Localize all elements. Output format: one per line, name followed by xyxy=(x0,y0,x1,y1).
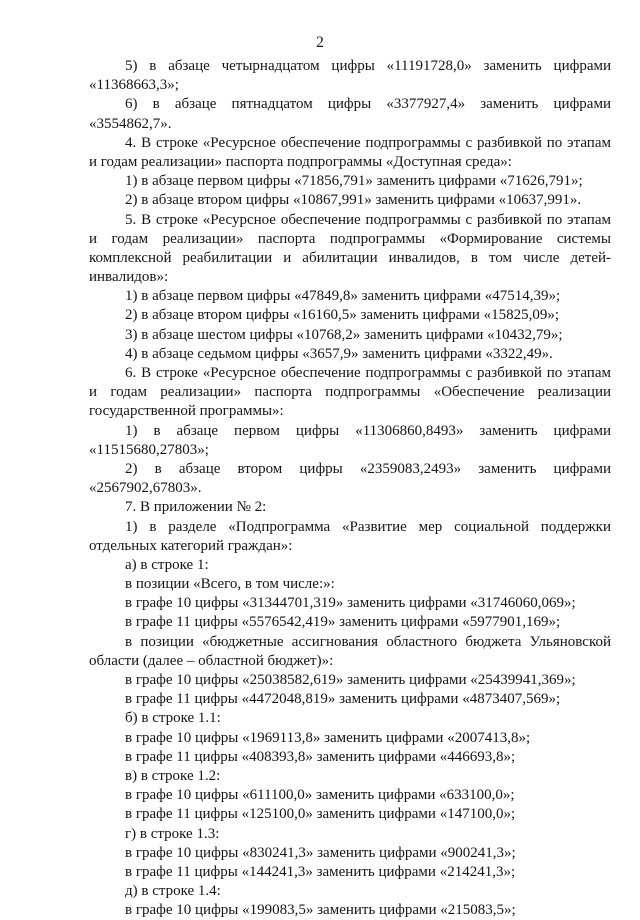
text-line: и годам реализации» паспорта подпрограммы «Доступная среда»: xyxy=(89,153,512,170)
text-line: области (далее – областной бюджет)»: xyxy=(89,652,334,669)
text-line: 7. В приложении № 2: xyxy=(125,499,267,516)
text-line: 4. В строке «Ресурсное обеспечение подпрограммы с разбивкой по этапам xyxy=(125,134,611,151)
text-line: в графе 10 цифры «199083,5» заменить цифрами «215083,5»; xyxy=(125,902,516,919)
text-line: в позиции «бюджетные ассигнования областного бюджета Ульяновской xyxy=(125,633,611,650)
text-line: и годам реализации» паспорта подпрограммы «Формирование системы xyxy=(89,230,611,247)
text-line: а) в строке 1: xyxy=(125,556,209,573)
text-line: «3554862,7». xyxy=(89,115,172,132)
text-line: в графе 11 цифры «5576542,419» заменить цифрами «5977901,169»; xyxy=(125,614,561,631)
text-line: 2) в абзаце втором цифры «16160,5» заменить цифрами «15825,09»; xyxy=(125,307,560,324)
text-line: 1) в абзаце первом цифры «11306860,8493» заменить цифрами xyxy=(125,422,611,439)
document-body xyxy=(89,57,611,920)
text-line: в графе 10 цифры «31344701,319» заменить цифрами «31746060,069»; xyxy=(125,595,576,612)
text-line: отдельных категорий граждан»: xyxy=(89,537,293,554)
text-line: д) в строке 1.4: xyxy=(125,883,221,900)
text-line: г) в строке 1.3: xyxy=(125,825,220,842)
text-line: 5. В строке «Ресурсное обеспечение подпрограммы с разбивкой по этапам xyxy=(125,211,611,228)
text-line: 6. В строке «Ресурсное обеспечение подпрограммы с разбивкой по этапам xyxy=(125,365,611,381)
text-line: 1) в абзаце первом цифры «47849,8» заменить цифрами «47514,39»; xyxy=(125,288,561,305)
text-line: 1) в абзаце первом цифры «71856,791» заменить цифрами «71626,791»; xyxy=(125,173,583,190)
text-line: «2567902,67803». xyxy=(89,480,202,497)
text-line: 6) в абзаце пятнадцатом цифры «3377927,4» заменить цифрами xyxy=(125,96,611,113)
text-line: 5) в абзаце четырнадцатом цифры «11191728,0» заменить цифрами xyxy=(125,58,611,74)
text-line: 1) в разделе «Подпрограмма «Развитие мер социальной поддержки xyxy=(125,518,611,535)
text-line: и годам реализации» паспорта подпрограммы «Обеспечение реализации xyxy=(89,384,611,401)
text-line: «11515680,27803»; xyxy=(89,441,209,458)
text-line: «11368663,3»; xyxy=(89,77,179,94)
text-line: 3) в абзаце шестом цифры «10768,2» заменить цифрами «10432,79»; xyxy=(125,326,563,343)
text-line: государственной программы»: xyxy=(89,403,284,420)
text-line: комплексной реабилитации и абилитации инвалидов, в том числе детей- xyxy=(89,249,611,266)
text-line: в графе 11 цифры «125100,0» заменить цифрами «147100,0»; xyxy=(125,806,516,823)
text-line: в графе 11 цифры «144241,3» заменить цифрами «214241,3»; xyxy=(125,863,516,880)
text-line: в графе 10 цифры «25038582,619» заменить цифрами «25439941,369»; xyxy=(125,672,576,688)
text-line: в графе 11 цифры «408393,8» заменить цифрами «446693,8»; xyxy=(125,748,516,765)
page-number: 2 xyxy=(316,34,324,51)
text-line: в графе 11 цифры «4472048,819» заменить цифрами «4873407,569»; xyxy=(125,691,561,708)
text-line: в графе 10 цифры «1969113,8» заменить цифрами «2007413,8»; xyxy=(125,729,531,746)
text-line: 4) в абзаце седьмом цифры «3657,9» заменить цифрами «3322,49». xyxy=(125,345,553,362)
text-line: б) в строке 1.1: xyxy=(125,710,221,727)
text-line: инвалидов»: xyxy=(89,269,169,286)
text-line: в графе 10 цифры «611100,0» заменить цифрами «633100,0»; xyxy=(125,787,515,804)
text-line: в позиции «Всего, в том числе:»: xyxy=(125,576,335,593)
text-line: в) в строке 1.2: xyxy=(125,767,221,784)
text-line: 2) в абзаце втором цифры «10867,991» заменить цифрами «10637,991». xyxy=(125,192,582,209)
text-line: 2) в абзаце втором цифры «2359083,2493» заменить цифрами xyxy=(125,460,611,477)
text-line: в графе 10 цифры «830241,3» заменить цифрами «900241,3»; xyxy=(125,844,516,861)
